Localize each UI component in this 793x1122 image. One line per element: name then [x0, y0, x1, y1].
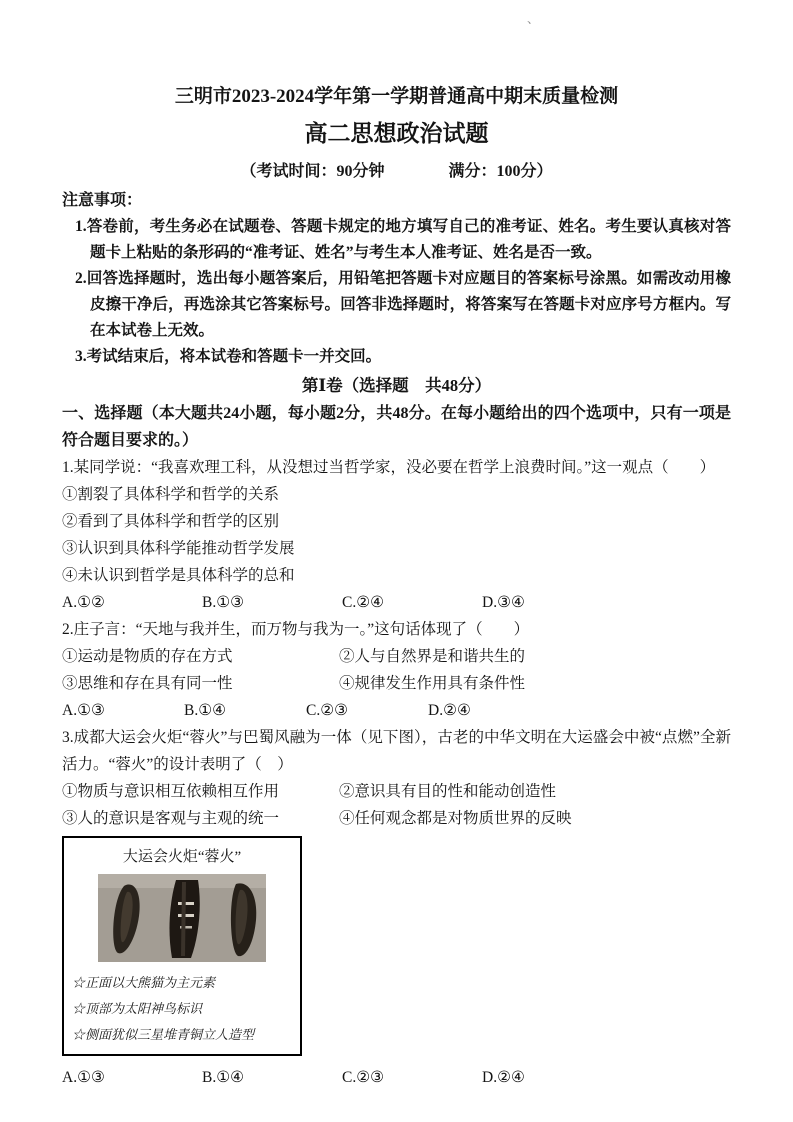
option-1: ①运动是物质的存在方式 — [62, 648, 233, 665]
question-1-answer-row — [62, 589, 731, 616]
notice-item-2: 2.回答选择题时，选出每小题答案后，用铅笔把答题卡对应题目的答案标号涂黑。如需改动用橡皮擦干净后，再选涂其它答案标号。回答非选择题时，将答案写在答题卡对应序号方框内。写在本试卷上无效。 — [75, 270, 731, 339]
option-4: ④规律发生作用具有条件性 — [339, 675, 526, 692]
torch-photo-image — [98, 874, 266, 962]
answer-choice-b: B.①④ — [184, 702, 227, 719]
figure-note-3: ☆侧面犹似三星堆青铜立人造型 — [72, 1027, 255, 1042]
answer-choice-a: A.①② — [62, 594, 105, 611]
figure-caption: 大运会火炬“蓉火” — [122, 849, 242, 865]
answer-choice-c: C.②④ — [342, 594, 385, 611]
question-2-answer-row — [62, 697, 731, 724]
option-3: ③认识到具体科学能推动哲学发展 — [62, 540, 295, 557]
question-3-answer-row — [62, 1064, 731, 1091]
figure-note-1: ☆正面以大熊猫为主元素 — [72, 975, 216, 990]
notice-item-3: 3.考试结束后，将本试卷和答题卡一并交回。 — [75, 348, 382, 365]
option-3: ③人的意识是客观与主观的统一 — [62, 810, 280, 827]
answer-choice-d: D.②④ — [482, 1069, 525, 1086]
notice-item-1: 1.答卷前，考生务必在试题卷、答题卡规定的地方填写自己的准考证、姓名。考生要认真核对答题卡上粘贴的条形码的“准考证、姓名”与考生本人准考证、姓名是否一致。 — [75, 218, 731, 261]
question-3-stem: 3.成都大运会火炬“蓉火”与巴蜀风融为一体（见下图），古老的中华文明在大运盛会中被“点燃”全新活力。“蓉火”的设计表明了（ ） — [62, 729, 731, 773]
torch-figure-box — [62, 836, 302, 1056]
answer-choice-d: D.②④ — [428, 702, 471, 719]
option-2: ②意识具有目的性和能动创造性 — [339, 783, 557, 800]
answer-choice-c: C.②③ — [306, 702, 349, 719]
exam-meta-line: （考试时间：90分钟 满分：100分） — [240, 163, 553, 180]
notice-heading: 注意事项： — [62, 192, 143, 209]
option-4: ④未认识到哲学是具体科学的总和 — [62, 567, 295, 584]
option-2: ②看到了具体科学和哲学的区别 — [62, 513, 280, 530]
question-3-options — [62, 778, 731, 832]
question-2-options — [62, 643, 731, 697]
answer-choice-a: A.①③ — [62, 1069, 105, 1086]
exam-title: 三明市2023-2024学年第一学期普通高中期末质量检测 — [174, 86, 619, 107]
answer-choice-c: C.②③ — [342, 1069, 385, 1086]
stray-scan-mark: 、 — [527, 12, 540, 26]
option-1: ①割裂了具体科学和哲学的关系 — [62, 486, 280, 503]
option-1: ①物质与意识相互依赖相互作用 — [62, 783, 280, 800]
figure-note-2: ☆顶部为太阳神鸟标识 — [72, 1001, 203, 1016]
answer-choice-d: D.③④ — [482, 594, 525, 611]
exam-subtitle: 高二思想政治试题 — [304, 121, 489, 146]
option-3: ③思维和存在具有同一性 — [62, 675, 233, 692]
answer-choice-b: B.①③ — [202, 594, 245, 611]
question-1-stem: 1.某同学说：“我喜欢理工科，从没想过当哲学家，没必要在哲学上浪费时间。”这一观点（ ） — [62, 459, 716, 476]
option-2: ②人与自然界是和谐共生的 — [339, 648, 526, 665]
question-1-options — [62, 481, 731, 589]
answer-choice-b: B.①④ — [202, 1069, 245, 1086]
question-2-stem: 2.庄子言：“天地与我并生，而万物与我为一。”这句话体现了（ ） — [62, 621, 530, 638]
section-intro: 一、选择题（本大题共24小题，每小题2分，共48分。在每小题给出的四个选项中，只有一项是符合题目要求的。） — [62, 405, 731, 449]
section-title: 第Ⅰ卷（选择题 共48分） — [301, 376, 492, 395]
option-4: ④任何观念都是对物质世界的反映 — [339, 810, 572, 827]
answer-choice-a: A.①③ — [62, 702, 105, 719]
